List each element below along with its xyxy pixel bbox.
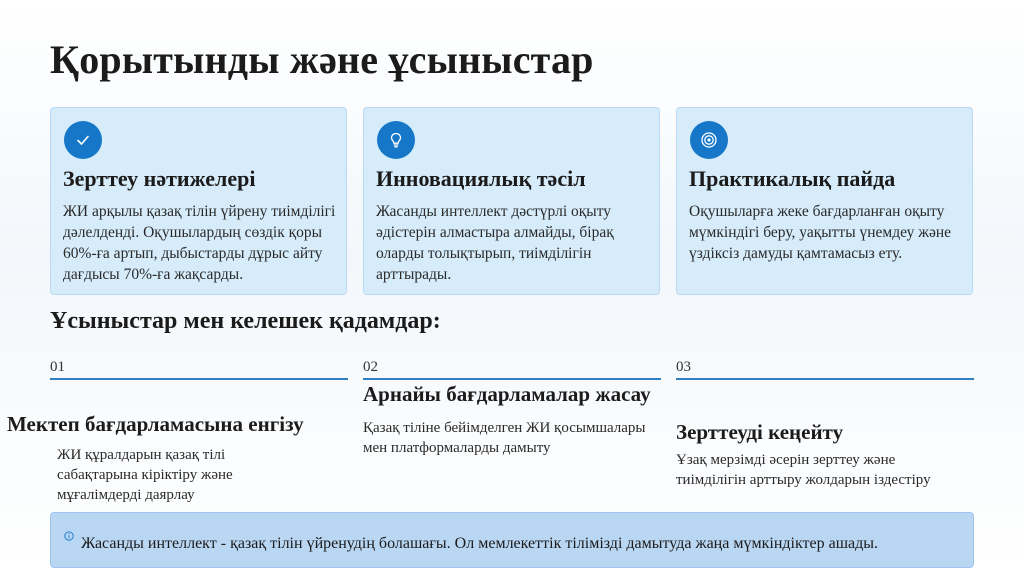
- note-text: Жасанды интеллект - қазақ тілін үйренудің болашағы. Ол мемлекеттік тілімізді дамытуда жаңа мүмкіндіктер ашады.: [81, 535, 879, 552]
- card-text: Жасанды интеллект дәстүрлі оқыту әдістерін алмастыра алмайды, бірақ оларды толықтырып, тиімділігін арттырады.: [376, 203, 614, 283]
- page-title: Қорытынды және ұсыныстар: [50, 37, 594, 82]
- target-icon: [690, 121, 728, 159]
- step-number: 02: [363, 359, 378, 375]
- card-practical-benefit: [676, 107, 973, 295]
- card-text: Оқушыларға жеке бағдарланған оқыту мүмкіндігі беру, уақытты үнемдеу және үздіксіз дамуды қамтамасыз ету.: [689, 203, 951, 262]
- step-divider: [363, 378, 661, 380]
- section-subheading: Ұсыныстар мен келешек қадамдар:: [50, 308, 441, 334]
- lightbulb-icon: [377, 121, 415, 159]
- card-title: Инновациялық тәсіл: [376, 166, 586, 191]
- step-divider: [50, 378, 348, 380]
- step-divider: [676, 378, 974, 380]
- step-title: Мектеп бағдарламасына енгізу: [7, 412, 304, 436]
- conclusion-note: [50, 512, 974, 568]
- info-icon: [64, 528, 74, 538]
- step-text: Қазақ тіліне бейімделген ЖИ қосымшалары мен платформаларды дамыту: [363, 420, 646, 456]
- step-title: Зерттеуді кеңейту: [676, 420, 844, 444]
- step-text: Ұзақ мерзімді әсерін зерттеу және тиімділігін арттыру жолдарын іздестіру: [676, 452, 931, 488]
- card-title: Практикалық пайда: [689, 166, 896, 191]
- card-research-results: [50, 107, 347, 295]
- step-number: 01: [50, 359, 65, 375]
- step-text: ЖИ құралдарын қазақ тілі сабақтарына кіріктіру және мұғалімдерді даярлау: [57, 447, 233, 503]
- card-text: ЖИ арқылы қазақ тілін үйрену тиімділігі дәлелденді. Оқушылардың сөздік қоры 60%-ға артып, дыбыстарды дұрыс айту дағдысы 70%-ға жақсарды.: [63, 203, 336, 283]
- check-icon: [64, 121, 102, 159]
- step-number: 03: [676, 359, 691, 375]
- card-innovative-approach: [363, 107, 660, 295]
- card-title: Зерттеу нәтижелері: [63, 166, 256, 191]
- step-title: Арнайы бағдарламалар жасау: [363, 382, 651, 406]
